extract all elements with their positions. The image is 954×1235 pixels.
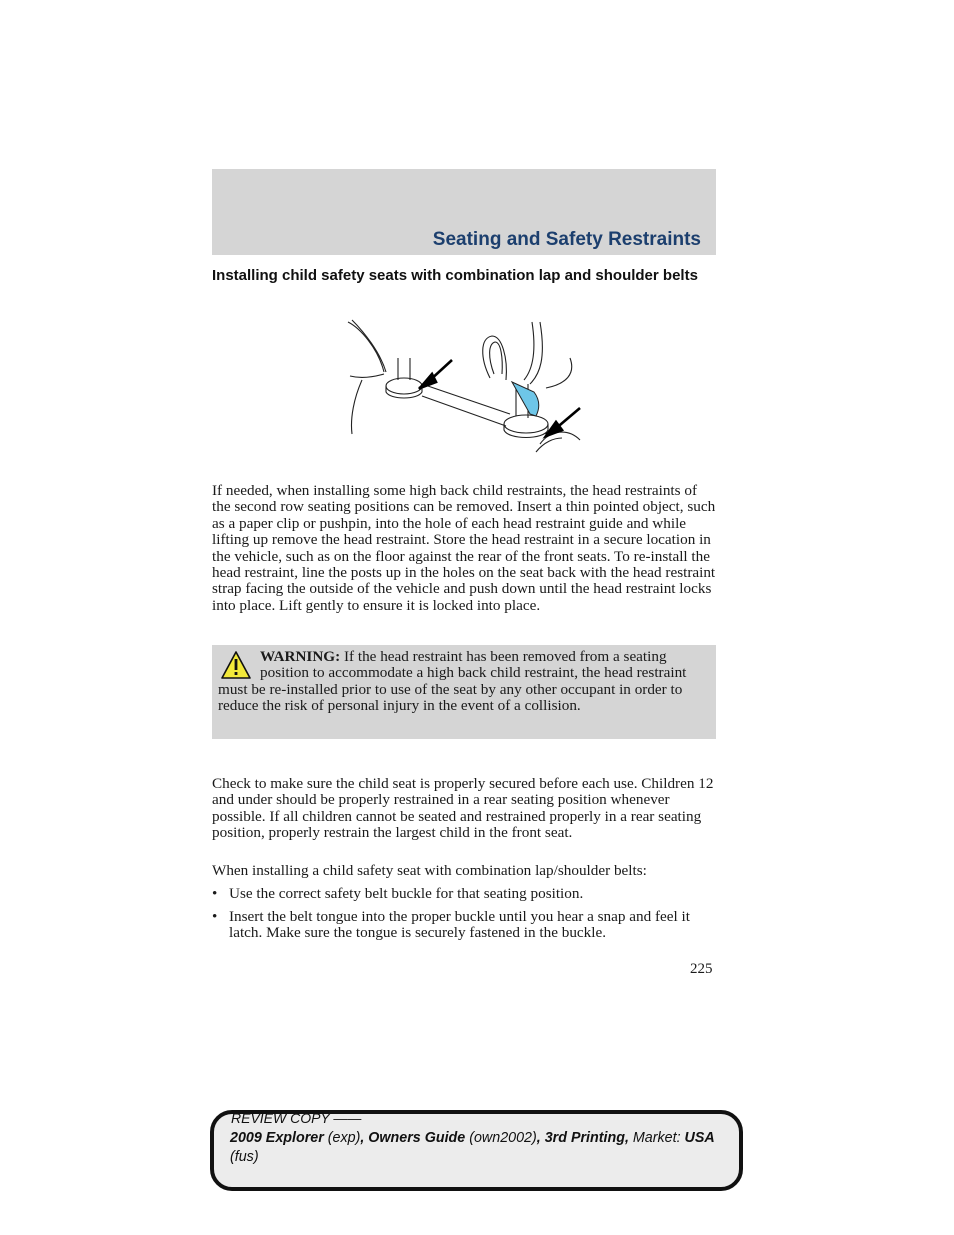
list-item-text: Use the correct safety belt buckle for that seating position. [229,885,584,902]
footer-market-label: Market: [628,1130,685,1146]
footer-separator: , [536,1130,545,1146]
footer-market: USA [684,1130,715,1146]
warning-text [218,649,712,715]
warning-body: If the head restraint has been removed from a seating position to accommodate a high back child restraint, the head restraint must be re-installed prior to use of the seat by any other occupant in order to reduce the risk of personal injury in the event of a collision. [218,648,687,715]
footer-review-copy: REVIEW COPY —— [231,1110,362,1126]
section-title: Seating and Safety Restraints [432,229,701,250]
footer-publication-line [230,1130,715,1146]
warning-box [212,645,716,739]
subheading: Installing child safety seats with combination lap and shoulder belts [212,267,698,284]
paragraph-child-seat-check: Check to make sure the child seat is properly secured before each use. Children 12 and under should be properly restrained in a rear seating position whenever possible. If all children cannot be seated and restrained properly in a rear seating position, properly restrain the largest child in the front seat. [212,775,714,842]
bullet-dot: • [212,885,218,902]
footer-printing: 3rd Printing, [544,1130,629,1146]
footer-separator: , [360,1130,369,1146]
footer-guide-code: (own2002) [465,1130,537,1146]
footer-model-code: (exp) [323,1130,361,1146]
page-number: 225 [690,961,713,977]
section-header-band [212,169,716,255]
warning-label: WARNING: [260,648,341,665]
bullet-dot: • [212,908,218,925]
paragraph-installing-intro: When installing a child safety seat with combination lap/shoulder belts: [212,862,647,879]
head-restraint-illustration [340,318,590,456]
list-item [212,886,716,902]
paragraph-head-restraint-removal: If needed, when installing some high back child restraints, the head restraints of the second row seating positions can be removed. Insert a thin pointed object, such as a paper clip or pushpin, into the hole of each head restraint guide and while lifting up remove the head restraint. Store the head restraint in a secure location in the vehicle, such as on the floor against the rear of the front seats. To re-install the head restraint, line the posts up in the holes on the seat back with the head restraint strap facing the outside of the vehicle and push down until the head restraint locks into place. Lift gently to ensure it is locked into place. [212,482,716,614]
list-item-text: Insert the belt tongue into the proper buckle until you hear a snap and feel it latch. Make sure the tongue is securely fastened in the buckle. [229,908,690,942]
footer-guide: Owners Guide [368,1130,466,1146]
footer-model: 2009 Explorer [230,1130,324,1146]
footer-market-code: (fus) [230,1149,259,1165]
list-item [212,909,716,942]
